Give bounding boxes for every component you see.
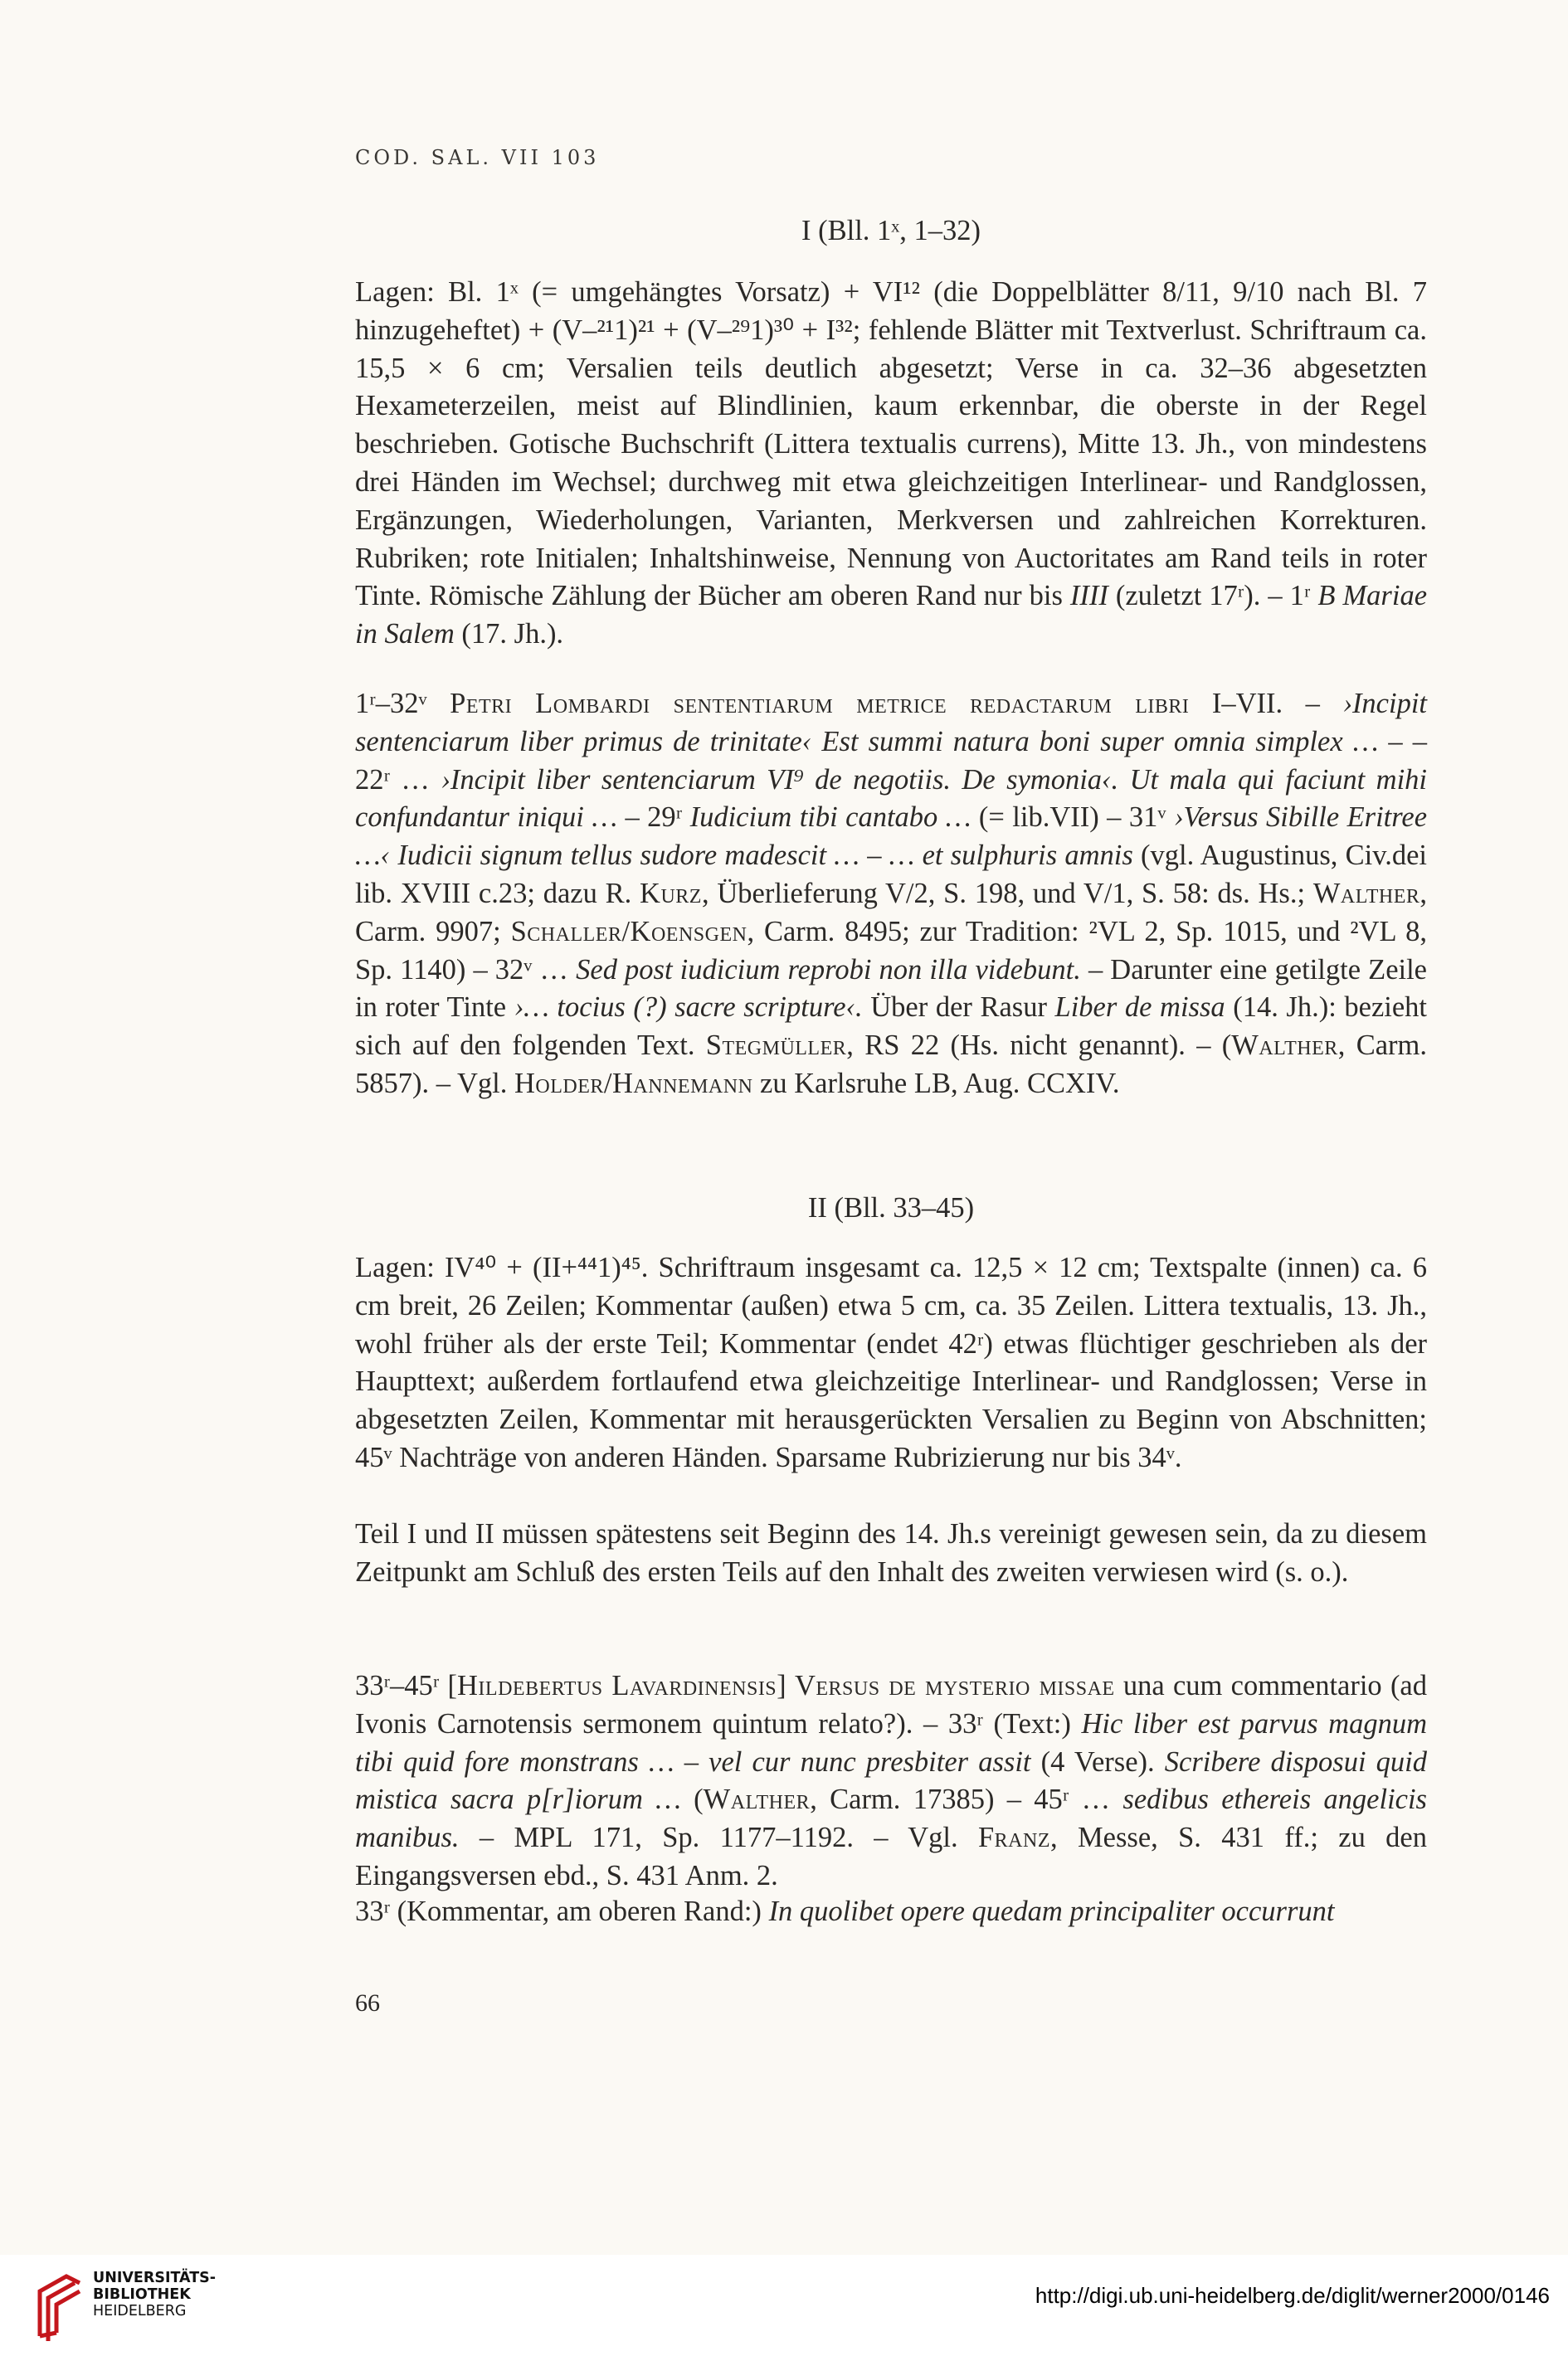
entry-2-title: Versus de mysterio missae [794,1670,1115,1701]
comment-location: 33ʳ (Kommentar, am oberen Rand:) [355,1896,769,1927]
section-1-desc-italic-2: B Mariae in Salem [355,580,1428,650]
entry-1-text: (= lib.VII) – 31ᵛ [971,801,1174,834]
author-name: Holder/Hannemann [514,1067,753,1099]
logo-line-2: BIBLIOTHEK [93,2286,191,2303]
section-1-entry [355,685,1427,1103]
entry-2-text: una cum commentario (ad Ivonis Carnotensis sermonem quintum relato?). – 33ʳ (Text:) [355,1670,1427,1740]
entry-1-text: , Carm. 9907; [355,877,1427,947]
entry-2-incipit: Hic liber est parvus magnum tibi quid fore monstrans … – vel cur nunc presbiter assit [355,1707,1427,1778]
entry-1-text: 29ʳ [639,801,690,834]
entry-2-text: – MPL 171, Sp. 1177–1192. – Vgl. [459,1822,978,1854]
entry-1-text: I–VII. – [1189,688,1343,719]
author-name: Stegmüller [705,1030,847,1062]
section-2-note: Teil I und II müssen spätestens seit Beginn des 14. Jh.s vereinigt gewesen sein, da zu diesem Zeitpunkt am Schluß des ersten Teils auf den Inhalt des zweiten verwiesen wird (s. o.). [355,1518,1427,1588]
section-2-entry [355,1667,1427,1896]
source-url-link[interactable]: http://digi.ub.uni-heidelberg.de/diglit/werner2000/0146 [1035,2283,1550,2308]
entry-1-title: Petri Lombardi sententiarum metrice redactarum libri [450,688,1190,719]
entry-2-text: (4 Verse). [1030,1745,1165,1778]
section-2-comment [355,1893,1427,1931]
entry-2-text: ( [680,1784,704,1816]
entry-1-incipit: ›Incipit liber sentenciarum VI⁹ de negotiis. De symonia‹. Ut mala qui faciunt mihi confundantur iniqui … – [355,763,1428,834]
logo-line-1: UNIVERSITÄTS- [93,2270,217,2286]
author-name: Walther [703,1784,811,1816]
entry-1-incipit: ›Incipit sentenciarum liber primus de trinitate‹ Est summi natura boni super omnia simplex … – – [355,688,1427,757]
section-2-heading: II (Bll. 33–45) [807,1192,975,1224]
entry-1-rubric: Liber de missa [1054,991,1225,1024]
entry-2-text: , Carm. 17385) – 45ʳ … [810,1784,1123,1816]
author-name: Walther [1312,877,1420,909]
entry-1-text: (14. Jh.): bezieht sich auf den folgenden Text. [355,991,1427,1062]
section-1-desc-text-2: (zuletzt 17ʳ). – 1ʳ [1108,580,1318,612]
entry-2-explicit: sedibus ethereis angelicis manibus. [355,1784,1427,1854]
entry-1-incipit: Iudicium tibi cantabo … [689,801,971,834]
section-1-heading: I (Bll. 1ˣ, 1–32) [801,215,981,246]
entry-2-incipit: Scribere disposui quid mistica sacra p[r]iorum … [355,1745,1428,1816]
entry-1-text: 22ʳ … [355,763,441,796]
entry-1-text: zu Karlsruhe LB, Aug. CCXIV. [752,1067,1120,1099]
author-name: Walther [1231,1030,1338,1062]
entry-1-explicit: Sed post iudicium reprobi non illa videbunt. [576,953,1081,986]
library-logo-text [93,2270,216,2319]
entry-2-text: ] [777,1670,795,1701]
section-1-desc-text-3: (17. Jh.). [454,618,564,650]
entry-1-text: – Darunter eine getilgte Zeile in roter Tinte [355,953,1427,1024]
entry-1-incipit: ›Versus Sibille Eritree …‹ Iudicii signum tellus sudore madescit … – … et sulphuris amnis [355,801,1428,872]
author-name: Hildebertus Lavardinensis [457,1670,777,1701]
entry-2-text: , Messe, S. 431 ff.; zu den Eingangsversen ebd., S. 431 Anm. 2. [355,1822,1427,1891]
running-head: COD. SAL. VII 103 [355,146,600,169]
author-name: Kurz [640,877,702,909]
entry-1-text: , Überlieferung V/2, S. 198, und V/1, S. 58: ds. Hs.; [701,877,1313,909]
author-name: Schaller/Koensgen [510,915,747,947]
entry-1-text: , Carm. 8495; zur Tradition: ²VL 2, Sp. 1015, und ²VL 8, Sp. 1140) – 32ᵛ … [355,915,1427,986]
section-1-desc-text: Lagen: Bl. 1ˣ (= umgehängtes Vorsatz) + VI¹² (die Doppelblätter 8/11, 9/10 nach Bl. 7 hinzugeheftet) + (V–²¹1)²¹ + (V–²⁹1)³⁰ + I³²; fehlende Blätter mit Textverlust. Schriftraum ca. 15,5 × 6 cm; Versalien teils deutlich abgesetzt; Verse in ca. 32–36 abgesetzten Hexameterzeilen, meist auf Blindlinien, kaum erkennbar, die oberste in der Regel beschrieben. Gotische Buchschrift (Littera textualis currens), Mitte 13. Jh., von mindestens drei Händen im Wechsel; durchweg mit etwa gleichzeitigen Interlinear- und Randglossen, Ergänzungen, Wiederholungen, Varianten, Merkversen und zahlreichen Korrekturen. Rubriken; rote Initialen; Inhaltshinweise, Nennung von Auctoritates am Rand teils in roter Tinte. Römische Zählung der Bücher am oberen Rand nur bis [355,276,1427,612]
entry-1-text: , RS 22 (Hs. nicht genannt). – ( [846,1030,1232,1062]
entry-1-location: 1ʳ–32ᵛ [355,688,450,719]
entry-1-rubric: ›… tocius (?) sacre scripture‹. [514,991,863,1024]
logo-line-3: HEIDELBERG [93,2303,187,2319]
entry-1-text: , Carm. 5857). – Vgl. [355,1030,1428,1099]
library-logo-icon [33,2261,86,2348]
entry-1-text: Über der Rasur [862,991,1055,1024]
section-1-desc-italic-1: IIII [1069,580,1108,612]
entry-1-text: (vgl. Augustinus, Civ.dei lib. XVIII c.23; dazu R. [355,840,1427,909]
section-2-description: Lagen: IV⁴⁰ + (II+⁴⁴1)⁴⁵. Schriftraum insgesamt ca. 12,5 × 12 cm; Textspalte (innen) ca. 6 cm breit, 26 Zeilen; Kommentar (außen) etwa 5 cm, ca. 35 Zeilen. Littera textualis, 13. Jh., wohl früher als der erste Teil; Kommentar (endet 42ʳ) etwas flüchtiger geschrieben als der Haupttext; außerdem fortlaufend etwa gleichzeitige Interlinear- und Randglossen; Verse in abgesetzten Zeilen, Kommentar mit herausgerückten Versalien zu Beginn von Abschnitten; 45ᵛ Nachträge von anderen Händen. Sparsame Rubrizierung nur bis 34ᵛ. [355,1252,1427,1473]
section-1-description [355,274,1427,654]
page-number: 66 [355,1989,380,2017]
author-name: Franz [977,1822,1051,1854]
footer-bar [0,2255,1568,2356]
entry-2-location: 33ʳ–45ʳ [ [355,1670,458,1701]
comment-incipit: In quolibet opere quedam principaliter occurrunt [768,1896,1335,1927]
